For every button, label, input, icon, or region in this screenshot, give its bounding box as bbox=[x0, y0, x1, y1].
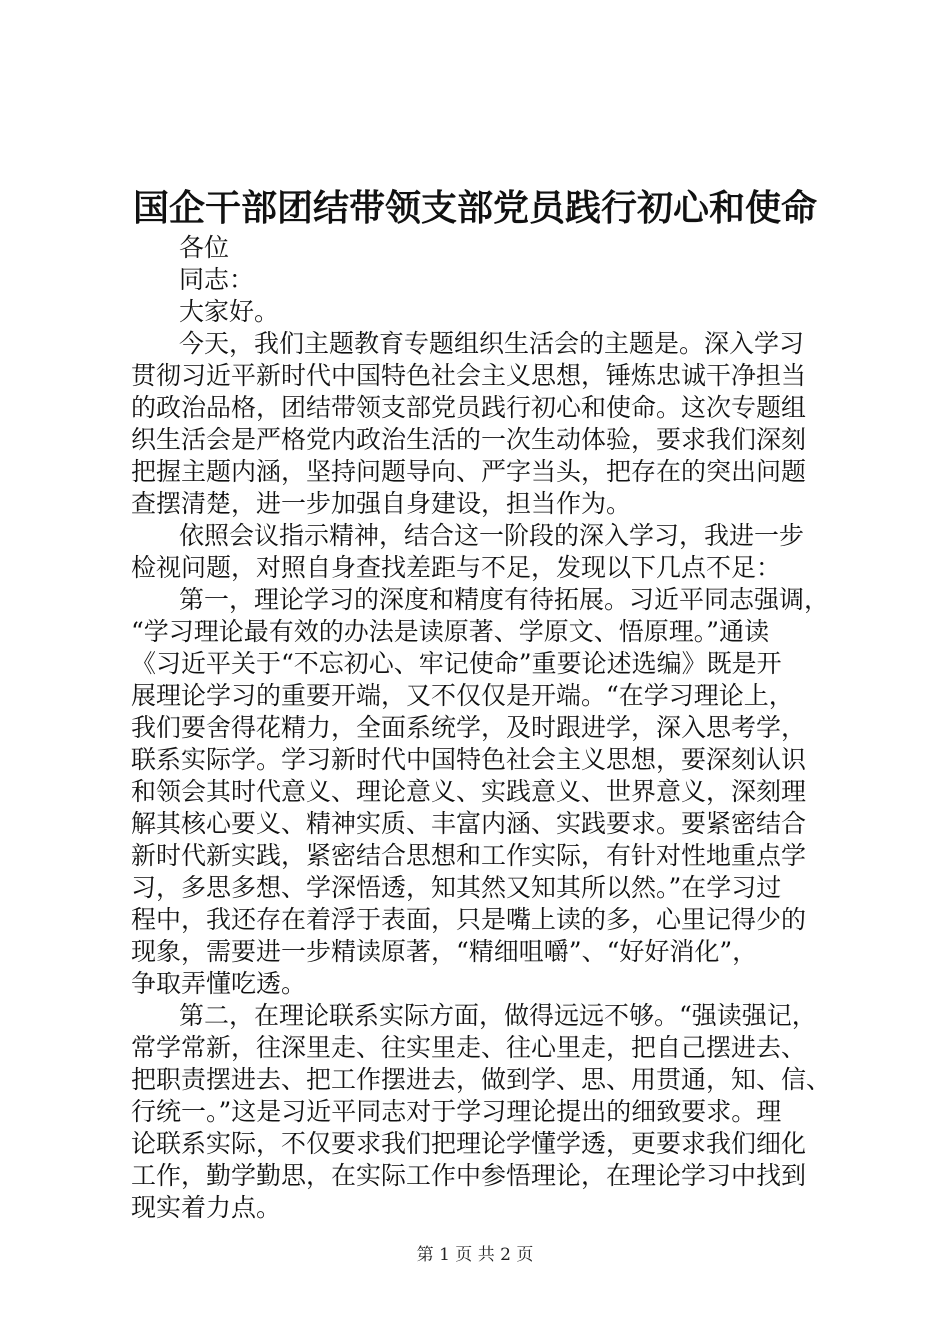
text-line: 把握主题内涵，坚持问题导向、严字当头，把存在的突出问题 bbox=[131, 457, 807, 486]
text-line: 解其核心要义、精神实质、丰富内涵、实践要求。要紧密结合 bbox=[131, 809, 807, 838]
text-line: 联系实际学。学习新时代中国特色社会主义思想，要深刻认识 bbox=[131, 745, 807, 774]
text-line: 展理论学习的重要开端，又不仅仅是开端。“在学习理论上， bbox=[131, 681, 794, 710]
document-title: 国企干部团结带领支部党员践行初心和使命 bbox=[132, 187, 817, 229]
text-line: “学习理论最有效的办法是读原著、学原文、悟原理。”通读 bbox=[131, 617, 770, 646]
text-line: 把职责摆进去、把工作摆进去，做到学、思、用贯通，知、信、 bbox=[131, 1065, 832, 1094]
text-line: 各位 bbox=[179, 233, 230, 262]
text-line: 论联系实际，不仅要求我们把理论学懂学透，更要求我们细化 bbox=[131, 1129, 807, 1158]
text-line: 习，多思多想、学深悟透，知其然又知其所以然。”在学习过 bbox=[131, 873, 782, 902]
text-line: 的政治品格，团结带领支部党员践行初心和使命。这次专题组 bbox=[131, 393, 807, 422]
text-line: 第一，理论学习的深度和精度有待拓展。习近平同志强调， bbox=[179, 585, 830, 614]
text-line: 现象，需要进一步精读原著，“精细咀嚼”、“好好消化”， bbox=[131, 937, 758, 966]
text-line: 工作，勤学勤思，在实际工作中参悟理论，在理论学习中找到 bbox=[131, 1161, 807, 1190]
text-line: 大家好。 bbox=[179, 297, 280, 326]
text-line: 我们要舍得花精力，全面系统学，及时跟进学，深入思考学， bbox=[131, 713, 807, 742]
text-line: 和领会其时代意义、理论意义、实践意义、世界意义，深刻理 bbox=[131, 777, 807, 806]
text-line: 常学常新，往深里走、往实里走、往心里走，把自己摆进去、 bbox=[131, 1033, 807, 1062]
text-line: 同志： bbox=[179, 265, 255, 294]
text-line: 第二，在理论联系实际方面，做得远远不够。“强读强记， bbox=[179, 1001, 817, 1030]
document-body bbox=[131, 232, 851, 1224]
text-line: 程中，我还存在着浮于表面，只是嘴上读的多，心里记得少的 bbox=[131, 905, 807, 934]
text-line: 今天，我们主题教育专题组织生活会的主题是。深入学习 bbox=[179, 329, 805, 358]
page-footer: 第 1 页 共 2 页 bbox=[416, 1245, 534, 1265]
text-line: 新时代新实践，紧密结合思想和工作实际，有针对性地重点学 bbox=[131, 841, 807, 870]
text-line: 《习近平关于“不忘初心、牢记使命”重要论述选编》既是开 bbox=[131, 649, 782, 678]
text-line: 争取弄懂吃透。 bbox=[131, 969, 307, 998]
text-line: 依照会议指示精神，结合这一阶段的深入学习，我进一步 bbox=[179, 521, 805, 550]
text-line: 检视问题，对照自身查找差距与不足，发现以下几点不足： bbox=[131, 553, 782, 582]
text-line: 查摆清楚，进一步加强自身建设，担当作为。 bbox=[131, 489, 632, 518]
text-line: 贯彻习近平新时代中国特色社会主义思想，锤炼忠诚干净担当 bbox=[131, 361, 807, 390]
text-line: 现实着力点。 bbox=[131, 1193, 282, 1222]
text-line: 织生活会是严格党内政治生活的一次生动体验，要求我们深刻 bbox=[131, 425, 807, 454]
text-line: 行统一。”这是习近平同志对于学习理论提出的细致要求。理 bbox=[131, 1097, 782, 1126]
